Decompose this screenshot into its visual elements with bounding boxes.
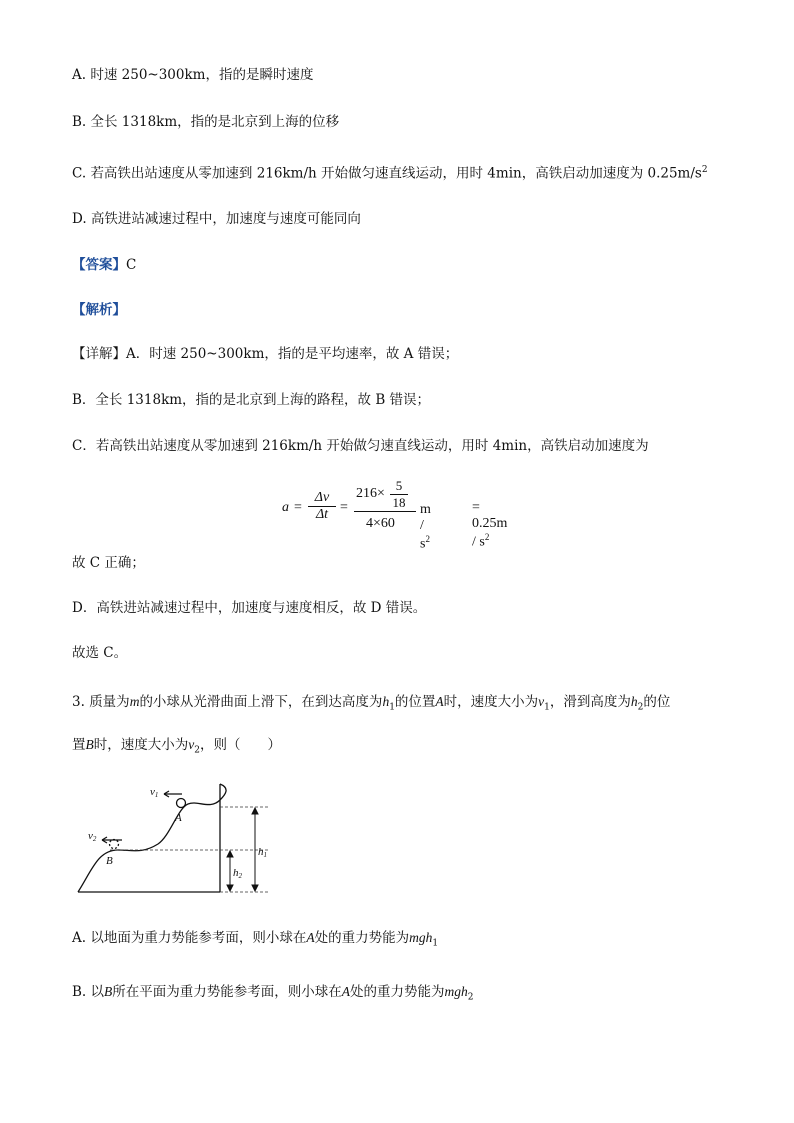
ball-b [110,840,119,849]
answer-line [72,255,136,275]
question-3-line-2: 置B时，速度大小为$v_2$，则（ ） [72,737,281,756]
detail-line-a: 【详解】A．时速 250~300km，指的是平均速率，故 A 错误； [72,346,459,362]
slope-diagram [70,780,280,898]
h2-label: h2 [233,867,242,880]
conclusion-c: 故 C 正确； [72,555,145,571]
option-q3-b: B. 以B所在平面为重力势能参考面，则小球在A处的重力势能为mgh$_2$ [72,984,474,1003]
answer-value: C [126,257,137,273]
delta-fraction: $\frac{\Delta v}{\Delta t}$ [308,490,336,523]
option-q2-a: A. 时速 250~300km，指的是瞬时速度 [72,67,314,83]
unit: m / $s^2$ [420,502,431,552]
v2-label: v2 [88,830,97,843]
v1-label: v1 [150,786,159,799]
question-3-line-1: 3. 质量为m的小球从光滑曲面上滑下，在到达高度为$h_1$的位置A时，速度大小为$v_1$，滑到高度为$h_2$的位 [72,694,671,713]
label-a: A [175,812,182,824]
final-choice: 故选 C。 [72,645,128,661]
answer-tag: 【答案】 [72,257,126,273]
curved-track [78,784,226,892]
detail-line-d: D．高铁进站减速过程中，加速度与速度相反，故 D 错误。 [72,600,427,616]
option-q2-b: B. 全长 1318km，指的是北京到上海的位移 [72,114,340,130]
option-q3-a: A. 以地面为重力势能参考面，则小球在A处的重力势能为mgh$_1$ [72,930,439,949]
h1-label: h1 [258,846,267,859]
analysis-heading: 【解析】 [72,302,126,318]
detail-line-c: C．若高铁出站速度从零加速到 216km/h 开始做匀速直线运动，用时 4min，高铁启动加速度为 [72,438,649,454]
fraction-bar [354,511,416,512]
inner-fraction: $\frac{5}{18}$ [390,478,408,511]
big-fraction: 216× $\frac{5}{18}$ 4×60 [356,478,432,538]
option-q2-c: C. 若高铁出站速度从零加速到 216km/h 开始做匀速直线运动，用时 4min，高铁启动加速度为 $0.25m/s^2$ [72,165,708,182]
ball-a [177,799,186,808]
option-q2-d: D. 高铁进站减速过程中，加速度与速度可能同向 [72,211,361,227]
label-b: B [106,855,113,867]
result: = $0.25m / s^2$ [472,500,508,550]
detail-line-b: B．全长 1318km，指的是北京到上海的路程，故 B 错误； [72,392,431,408]
